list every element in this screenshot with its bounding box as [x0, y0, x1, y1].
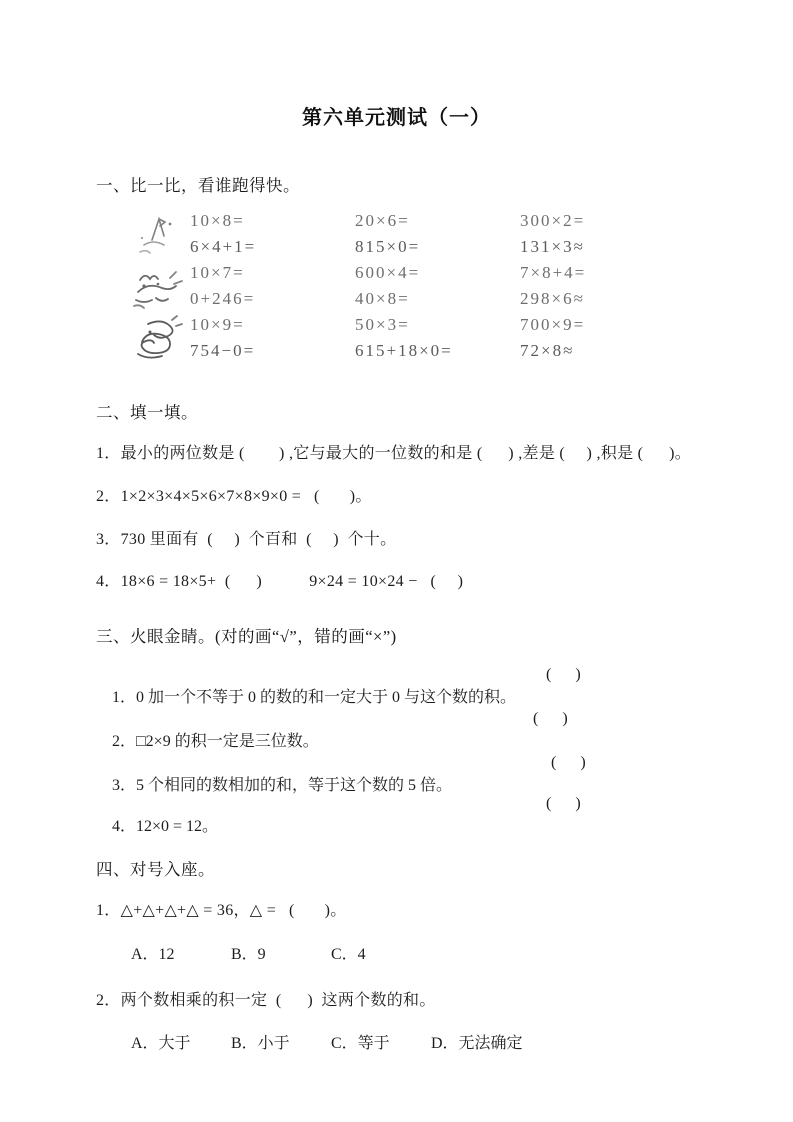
statement: 3．5 个相同的数相加的和，等于这个数的 5 倍。	[112, 777, 453, 794]
expression: 815×0=	[355, 237, 421, 256]
option-b: B．小于	[231, 1035, 290, 1052]
running-animal-doodle-icon	[128, 262, 188, 312]
expression: 298×6≈	[520, 289, 585, 308]
expression: 20×6=	[355, 211, 410, 230]
calculation-grid	[190, 211, 685, 367]
option-a: A．大于	[131, 1035, 191, 1052]
expression: 10×7=	[190, 263, 245, 282]
statement: 2．□2×9 的积一定是三位数。	[112, 733, 319, 750]
expression: 10×8=	[190, 211, 245, 230]
statement: 1．0 加一个不等于 0 的数的和一定大于 0 与这个数的积。	[112, 689, 517, 706]
expression: 50×3=	[355, 315, 410, 334]
page-title: 第六单元测试（一）	[302, 107, 491, 129]
option-b: B．9	[231, 946, 266, 963]
section-four-heading: 四、对号入座。	[96, 860, 215, 879]
statement: 4．12×0 = 12。	[112, 818, 219, 835]
snail-doodle-icon	[128, 312, 188, 362]
choice-question-1: 1．△+△+△+△ = 36，△ = ( )。	[96, 902, 347, 919]
answer-blank: ( )	[546, 666, 581, 683]
expression: 40×8=	[355, 289, 410, 308]
fill-in-item-1: 1．最小的两位数是 ( ) ,它与最大的一位数的和是 ( ) ,差是 ( ) ,积是 ( )。	[96, 445, 692, 462]
expression: 600×4=	[355, 263, 421, 282]
option-c: C．等于	[331, 1035, 390, 1052]
pencil-bird-doodle-icon	[128, 212, 188, 262]
answer-blank: ( )	[546, 795, 581, 812]
choice-question-2-options	[131, 1030, 523, 1053]
fill-in-item-4: 4．18×6 = 18×5+ ( ) 9×24 = 10×24 − ( )	[96, 573, 464, 590]
expression: 0+246=	[190, 289, 256, 308]
section-three-heading: 三、火眼金睛。(对的画“√”，错的画“×”)	[96, 627, 397, 646]
expression: 6×4+1=	[190, 237, 257, 256]
expression: 615+18×0=	[355, 341, 453, 360]
expression: 131×3≈	[520, 237, 585, 256]
section-one-heading: 一、比一比，看谁跑得快。	[96, 176, 300, 195]
choice-question-1-options	[131, 941, 366, 964]
expression: 300×2=	[520, 211, 586, 230]
expression: 700×9=	[520, 315, 586, 334]
answer-blank: ( )	[533, 710, 568, 727]
section-two-heading: 二、填一填。	[96, 403, 198, 422]
choice-question-2: 2．两个数相乘的积一定 ( ) 这两个数的和。	[96, 992, 436, 1009]
option-c: C．4	[331, 946, 366, 963]
expression: 754−0=	[190, 341, 256, 360]
answer-blank: ( )	[551, 754, 586, 771]
expression: 72×8≈	[520, 341, 575, 360]
option-a: A．12	[131, 946, 175, 963]
expression: 10×9=	[190, 315, 245, 334]
fill-in-item-3: 3．730 里面有 ( ) 个百和 ( ) 个十。	[96, 531, 397, 548]
fill-in-item-2: 2．1×2×3×4×5×6×7×8×9×0 = ( )。	[96, 488, 372, 505]
option-d: D．无法确定	[431, 1035, 523, 1052]
expression: 7×8+4=	[520, 263, 587, 282]
